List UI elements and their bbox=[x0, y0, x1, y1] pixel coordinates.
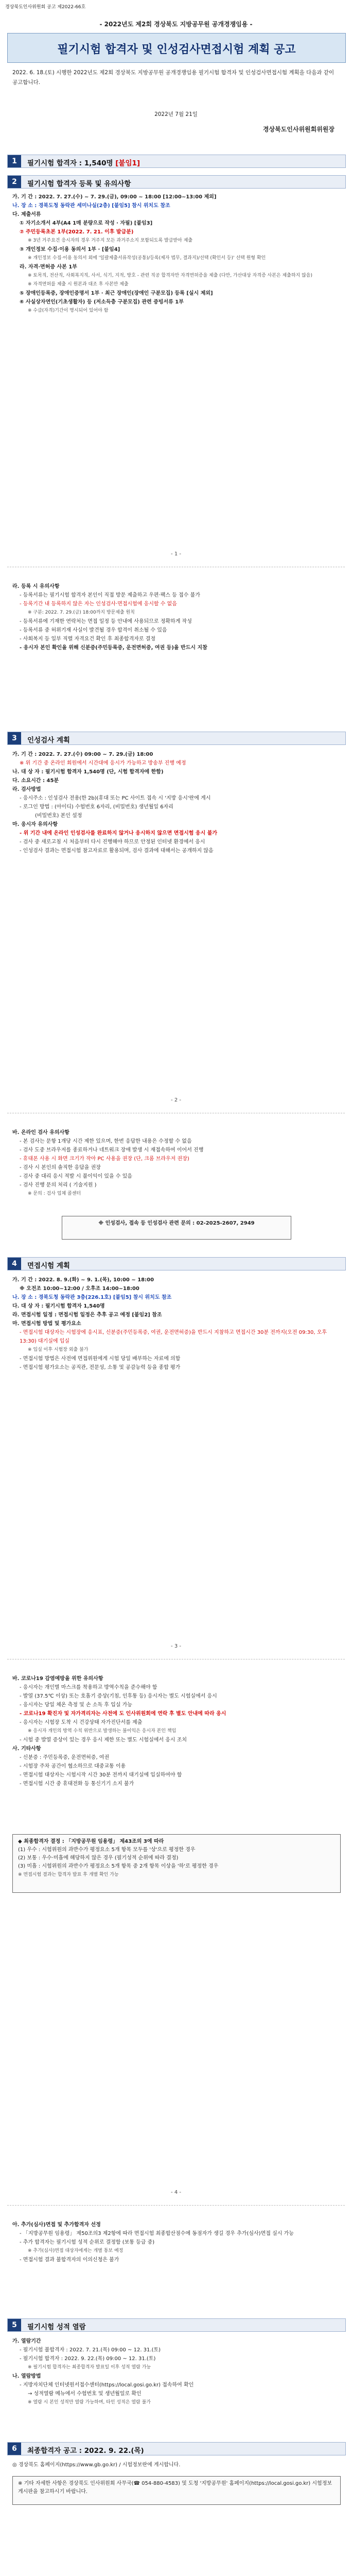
body-line: ※ 위 기간 중 온라인 회원에서 시간대에 응시가 가능하고 방송부 진행 예정 bbox=[20, 760, 186, 766]
body-line: 사. 기타사항 bbox=[12, 1746, 41, 1752]
body-line: → 성적열람 메뉴에서 수험번호 및 생년월일로 확인 bbox=[28, 2391, 142, 2397]
body-line: ※ 토목직, 전산직, 사회복지직, 사서, 식기, 지적, 방호 - 관련 직공 합격자만 자격면허증을 제출 (다만, 가산대상 자격증 사본은 제출하지 않음) bbox=[28, 273, 312, 278]
section-number: 3 bbox=[8, 732, 21, 744]
body-line: - 위 기간 내에 온라인 인성검사를 완료하지 않거나 응시하지 않으면 면접시험 응시 불가 bbox=[20, 831, 218, 836]
body-line: - 필기시험 불합격자 : 2022. 7. 21.(목) 09:00 ~ 12. 31.(토) bbox=[20, 2347, 161, 2353]
body-line: - 시험 중 발열 증상이 있는 경우 응시 제한 또는 별도 시험실에서 응시 조치 bbox=[20, 1737, 187, 1743]
notice-number: 경상북도인사위원회 공고 제2022-66호 bbox=[5, 5, 86, 10]
section-2-header bbox=[7, 175, 346, 189]
notice-title: 필기시험 합격자 및 인성검사면접시험 계획 공고 bbox=[57, 43, 296, 56]
body-line: - 지방자치단체 인터넷원서접수센터(https://local.gosi.go.kr) 접속하여 확인 bbox=[20, 2382, 194, 2388]
final-decision-box bbox=[12, 1834, 341, 1893]
body-line: - 시험장 주차 공간이 협소하므로 대중교통 이용 bbox=[20, 1764, 126, 1769]
section-note: [붙임1] bbox=[115, 159, 140, 167]
body-line: - 검사 진행 문의 처리 ( 기술지원 ) bbox=[20, 1182, 97, 1188]
body-line: ※ 개인정보 수집·이용 동의서 외에 '일괄제출서류작성(공통)/등록(제자 법무, 결과지)/선택 (확인서 등)' 선택 원형 확인 bbox=[28, 256, 266, 261]
body-line: ⑤ 장애인등록증, 장애인증명서 1부 · 최근 장애인(장애인 구분모집) 등록 [실시 제외] bbox=[20, 291, 213, 296]
body-line: - 검사 도중 브라우저를 종료하거나 네트워크 장애 발생 시 재접속하여 이어서 진행 bbox=[20, 1147, 204, 1153]
body-line: - 면접시험 대상자는 시험시작 시간 30분 전까지 대기실에 입실하여야 함 bbox=[20, 1772, 182, 1778]
body-line: 나. 열람방법 bbox=[12, 2374, 41, 2379]
body-line: 아. 추가(심사)면접 및 추가합격자 선정 bbox=[12, 2222, 101, 2228]
section-4-body bbox=[12, 1276, 340, 1372]
section-5-header bbox=[7, 2318, 346, 2332]
page-divider bbox=[7, 2205, 345, 2206]
notice-date: 2022년 7월 21일 bbox=[154, 111, 198, 117]
body-line: - 검사 중 새로고침 시 처음부터 다시 진행해야 하므로 안정된 인터넷 환경에서 응시 bbox=[20, 839, 205, 845]
body-line: - 면접시험 시간 중 휴대전화 등 통신기기 소지 불가 bbox=[20, 1781, 134, 1787]
box-line: (3) 미흡 : 시험위원의 과반수가 평정요소 5개 항목 중 2개 항목 이상을 '하'로 평정한 경우 bbox=[18, 1863, 219, 1869]
body-line: ③ 개인정보 수집·이용 동의서 1부 · [붙임4] bbox=[20, 247, 120, 252]
body-line: ※ 구분: 2022. 7. 29.(금) 18:00까지 방문제출 원칙 bbox=[28, 610, 135, 615]
body-line: ※ 문의 : 검사 업체 콜센터 bbox=[28, 1191, 81, 1196]
body-line: - 필기시험 합격자 : 2022. 9. 22.(목) 09:00 ~ 12. 31.(토) bbox=[20, 2356, 156, 2362]
body-line: - 응시자는 개인별 마스크를 착용하고 방역수칙을 준수해야 함 bbox=[20, 1685, 157, 1690]
section-number: 2 bbox=[8, 176, 21, 188]
body-line: 라. 자격·면허증 사본 1부 bbox=[20, 264, 77, 270]
body-line: ※ 열람 시 본인 성적만 열람 가능하며, 타인 성적은 열람 불가 bbox=[28, 2400, 151, 2405]
section-label: 필기시험 합격자 등록 및 유의사항 bbox=[27, 180, 131, 188]
body-line: 라. 면접시험 일정 : 면접시험 일정은 추후 공고 예정 [붙임2] 참조 bbox=[12, 1312, 162, 1318]
body-line: 나. 장 소 : 경북도청 동락관 3층(226.1호) [붙임5] 참시 위치도 참조 bbox=[12, 1295, 172, 1300]
body-line: ※ 3년 거주요건 응시자의 경우 거주지 모든 과거주소지 포함되도록 발급받아 제출 bbox=[28, 238, 193, 243]
page-number: - 3 - bbox=[171, 1643, 181, 1649]
body-line: - 검사 중 대리 응시 적발 시 불이익이 있을 수 있음 bbox=[20, 1174, 132, 1179]
body-line: 라. 검사방법 bbox=[12, 787, 41, 792]
section-3-body bbox=[12, 750, 340, 855]
body-line: - 응시자는 당일 체온 측정 및 손 소독 후 입실 가능 bbox=[20, 1702, 132, 1708]
section-number: 1 bbox=[8, 155, 21, 167]
inquiry-text: ※ 인성검사, 접속 등 인성검사 관련 문의 : 02-2025-2607, 2949 bbox=[98, 1221, 255, 1226]
body-line: ◎ 경상북도 홈페이지(https://www.gb.go.kr) / 시험정보란에 게시합니다. bbox=[12, 2462, 181, 2468]
section-5-body bbox=[12, 2337, 340, 2407]
body-line: 바. 코로나19 감염예방을 위한 유의사항 bbox=[12, 1676, 103, 1682]
body-line: 가. 기 간 : 2022. 8. 9.(화) ~ 9. 1.(목), 10:00 ~ 18:00 bbox=[12, 1277, 154, 1283]
inquiry-box bbox=[62, 1216, 291, 1240]
body-line: - 등록서류 중 허위기재 사실이 발견될 경우 합격이 취소될 수 있음 bbox=[20, 628, 167, 633]
body-line: 라. 등록 시 유의사항 bbox=[12, 584, 60, 589]
section-2-notes bbox=[12, 582, 340, 652]
body-line: 나. 대 상 자 : 필기시험 합격자 1,540명 (단, 시험 합격자에 한함) bbox=[12, 769, 164, 775]
body-line: 다. 소요시간 : 45분 bbox=[12, 778, 59, 784]
notice-subtitle: - 2022년도 제2회 경상북도 지방공무원 공개경쟁임용 - bbox=[99, 21, 253, 28]
body-line: - 등록서류는 필기시험 합격자 본인이 직접 방문 제출하고 우편·팩스 등 접수 불가 bbox=[20, 592, 200, 598]
section-number: 5 bbox=[8, 2319, 21, 2331]
body-line: 가. 기 간 : 2022. 7. 27.(수) 09:00 ~ 7. 29.(금) 18:00 bbox=[12, 752, 153, 757]
box-line: (1) 우수 : 시험위원의 과반수가 평정요소 5개 항목 모두를 '상'으로 평정한 경우 bbox=[18, 1847, 196, 1853]
body-line: - 발열 (37.5℃ 이상) 또는 호흡기 증상(기침, 인후통 등) 응시자는 별도 시험실에서 응시 bbox=[20, 1693, 217, 1699]
body-line: - 휴대폰 사용 시 화면 크기가 작아 PC 사용을 권장 (단, 크롬 브라우저 권장) bbox=[20, 1156, 189, 1162]
section-6-header bbox=[7, 2442, 346, 2455]
body-line: ※ 입실 이후 시험장 외출 불가 bbox=[28, 1347, 89, 1352]
section-number: 6 bbox=[8, 2443, 21, 2455]
body-line: ② 주민등록초본 1부(2022. 7. 21. 이후 발급분) bbox=[20, 229, 134, 235]
body-line: 다. 제출서류 bbox=[12, 212, 41, 217]
section-4-header bbox=[7, 1257, 346, 1270]
body-line: - 코로나19 확진자 및 자가격리자는 사전에 도 인사위원회에 연락 후 별도 안내에 따라 응시 bbox=[20, 1711, 226, 1717]
body-line: ※ 수급(자격)기간이 명시되어 있어야 함 bbox=[28, 308, 109, 313]
title-band bbox=[7, 33, 346, 63]
body-line: - 면접시험 대상자는 시험장에 응시표, 신분증(주민등록증, 여권, 운전면허증)을 반드시 지참하고 면접시간 30분 전까지(오전 09:30, 오후 13:30) 대기실에 입실 bbox=[20, 1330, 327, 1344]
body-line: - 신분증 : 주민등록증, 운전면허증, 여권 bbox=[20, 1755, 110, 1760]
page-number: - 4 - bbox=[171, 2190, 181, 2195]
box-line: ◆ 최종합격자 결정 : 「지방공무원 임용령」 제43조의 3에 따라 bbox=[18, 1839, 164, 1844]
body-line: - 「지방공무원 임용령」 제50조의3 제2항에 따라 면접시험 최종합산점수에 동점자가 생길 경우 추가(심사)면접 실시 가능 bbox=[20, 2231, 294, 2236]
intro-paragraph: 2022. 6. 18.(토) 시행한 2022년도 제2회 경상북도 지방공무원 공개경쟁임용 필기시험 합격자 및 인성검사면접시험 계획을 다음과 같이 공고합니다. bbox=[12, 70, 335, 86]
body-line: - 등록기간 내 등록하지 않은 자는 인성검사·면접시험에 응시할 수 없음 bbox=[20, 601, 177, 607]
body-line: 마. 면접시험 방법 및 평가요소 bbox=[12, 1321, 81, 1327]
body-line: 나. 장 소 : 경북도청 동락관 세미나실(2층) [붙임5] 참시 위치도 참조 bbox=[12, 203, 170, 209]
section-label: 필기시험 성적 열람 bbox=[27, 2323, 86, 2331]
section-2-body bbox=[12, 193, 340, 315]
body-line: ※ 오전조 10:00~12:00 / 오후조 14:00~18:00 bbox=[20, 1286, 139, 1292]
body-line: - 로그인 방법 : (아이디) 수험번호 6자리, (비밀번호) 생년월일 6자리 bbox=[20, 804, 173, 810]
section-1-header bbox=[7, 155, 346, 168]
body-line: - 등록서류에 기재한 연락처는 면접 일정 등 안내에 사용되므로 정확하게 작성 bbox=[20, 619, 192, 624]
section-6-body bbox=[12, 2461, 340, 2469]
body-line: 바. 온라인 검사 유의사항 bbox=[12, 1130, 69, 1136]
contact-text: ※ 기타 자세한 사항은 경상북도 인사위원회 사무국(☎ 054-880-4583) 및 도청 '지방공무원' 홈페이지(https://local.gosi.go.kr) 시험정보 게시판을 참고하시기 바랍니다. bbox=[18, 2481, 332, 2495]
body-line: - 면접시험 방법은 사전에 면접위원에게 시험 당일 배부하는 자료에 의함 bbox=[20, 1356, 181, 1362]
body-line: 가. 열람기간 bbox=[12, 2338, 41, 2344]
section-number: 4 bbox=[8, 1258, 21, 1270]
body-line: 다. 대 상 자 : 필기시험 합격자 1,540명 bbox=[12, 1303, 105, 1309]
contact-box bbox=[12, 2476, 341, 2505]
section-label: 필기시험 합격자 : 1,540명 bbox=[27, 159, 113, 167]
body-line: 가. 기 간 : 2022. 7. 27.(수) ~ 7. 29.(금), 09:00 ~ 18:00 [12:00~13:00 제외] bbox=[12, 194, 217, 200]
body-line: - 검사 시 본인의 솔직한 응답을 권장 bbox=[20, 1165, 101, 1171]
body-line: ① 자기소개서 4부(A4 1매 분량으로 작성 · 자필) [붙임3] bbox=[20, 221, 153, 226]
section-4-notes bbox=[12, 1674, 340, 1788]
section-label: 인성검사 계획 bbox=[27, 736, 70, 744]
body-line: ※ 응시자 개인의 방역 수칙 위반으로 발생하는 불이익은 응시자 본인 책임 bbox=[28, 1728, 177, 1734]
section-label: 면접시험 계획 bbox=[27, 1262, 70, 1270]
body-line: - 면접시험 결과 불합격자의 이의신청은 불가 bbox=[20, 2257, 119, 2263]
body-line: ※ 자격면허를 제출 시 원본과 대조 후 사본만 제출 bbox=[28, 282, 129, 287]
body-line: - 응시주소 : 인성검사 전용(한 2b)(휴대 또는 PC 사이트 접속 시 '지방 응시'란에 게시 bbox=[20, 795, 211, 801]
body-line: - 면접시험 평가요소는 공직관, 전문성, 소통 및 공감능력 등을 종합 평가 bbox=[20, 1365, 181, 1370]
page-number: - 2 - bbox=[171, 1097, 181, 1103]
body-line: ⑥ 사실상자연인(기초생활자) 등 (저소득층 구분모집) 관련 증빙서류 1부 bbox=[20, 299, 184, 305]
section-label: 최종합격자 공고 : 2022. 9. 22.(목) bbox=[27, 2447, 144, 2455]
body-line: - 본 검사는 문항 1개당 시간 제한 있으며, 한번 응답한 내용은 수정할 수 없음 bbox=[20, 1139, 192, 1144]
body-line: - 응시자 본인 확인을 위해 신분증(주민등록증, 운전면허증, 여권 등)을 반드시 지참 bbox=[20, 645, 207, 651]
section-3-notes bbox=[12, 1128, 340, 1198]
body-line: - 사회복지 등 일부 직렬 자격요건 확인 후 최종합격자로 결정 bbox=[20, 636, 156, 642]
page-number: - 1 - bbox=[171, 551, 181, 557]
section-4-additional bbox=[12, 2221, 340, 2264]
body-line: ※ 추가(심사)면접 대상자에게는 개별 통보 예정 bbox=[28, 2248, 124, 2253]
box-line: (2) 보통 : 우수·미흡에 해당하지 않은 경우 (필기성적 순위에 따라 결정) bbox=[18, 1855, 179, 1861]
box-line: ※ 면접시험 결과는 합격자 발표 후 개별 확인 가능 bbox=[18, 1872, 119, 1877]
body-line: 마. 응시자 유의사항 bbox=[12, 822, 58, 827]
body-line: (비밀번호) 본인 설정 bbox=[35, 813, 82, 819]
body-line: - 응시자는 시험장 도착 시 건강상태 자가진단서를 제출 bbox=[20, 1720, 143, 1725]
body-line: ※ 필기시험 합격자는 최종합격자 발표일 이후 성적 열람 가능 bbox=[28, 2365, 151, 2370]
notice-organization: 경상북도인사위원회위원장 bbox=[262, 126, 335, 133]
body-line: - 인성검사 결과는 면접시험 참고자료로 활용되며, 검사 결과에 대해서는 공개하지 않음 bbox=[20, 848, 214, 854]
section-3-header bbox=[7, 732, 346, 745]
body-line: - 추가 합격자는 필기시험 성적 순위로 결정함 (보통 등급 중) bbox=[20, 2240, 155, 2245]
